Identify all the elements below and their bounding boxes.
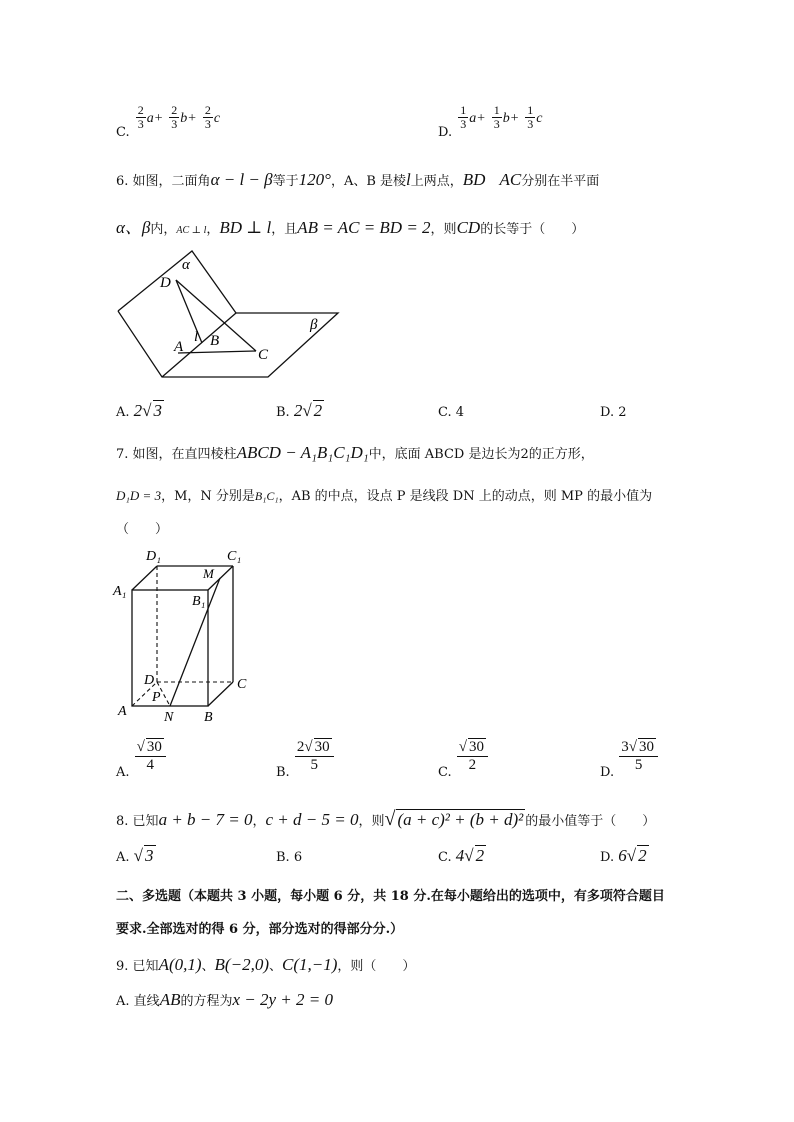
- fraction: $\frac{1}{3}$: [460, 103, 467, 131]
- q5-option-d[interactable]: $_{D.}$ $\frac{1}{3}$ a+ $\frac{1}{3}$ b+ $\frac{1}{3}$ c: [438, 103, 543, 140]
- label-N: N: [164, 710, 174, 725]
- label-B1: B₁: [192, 594, 206, 609]
- fraction: $\frac{1}{3}$: [527, 103, 534, 131]
- q8-option-b[interactable]: B. 6: [276, 850, 303, 865]
- fraction: $\frac{1}{3}$: [493, 103, 500, 131]
- label-l: l: [194, 329, 199, 345]
- q6-option-c[interactable]: C. 4: [438, 405, 465, 420]
- q9-option-a[interactable]: A. 直线AB的方程为x − 2y + 2 = 0: [116, 990, 333, 1009]
- section-heading-line1: 二、多选题（本题共 3 小题，每小题 6 分，共 18 分.在每小题给出的选项中，有多项符合题目: [116, 889, 665, 904]
- label-C: C: [237, 677, 247, 692]
- label-M: M: [203, 566, 214, 581]
- label-A: A: [118, 704, 127, 719]
- question-number: 9.: [116, 959, 129, 974]
- q7-prism-figure: [110, 545, 270, 725]
- option-label: C.: [116, 125, 130, 140]
- label-D: D: [160, 275, 171, 291]
- q5-option-c[interactable]: $_{C.}$ $\frac{2}{3}$ a+ $\frac{2}{3}$ b+ $\frac{2}{3}$ c: [116, 103, 221, 140]
- q6-line2: α、β内，AC ⊥ l，BD ⊥ l，且AB = AC = BD = 2，则CD的长等于（ ）: [116, 218, 585, 237]
- q6-line1: 6. 如图，二面角α − l − β等于120°，A、B 是棱l上两点，BD AC分别在半平面: [116, 170, 600, 189]
- label-A: A: [174, 339, 184, 355]
- label-C1: C₁: [227, 549, 242, 564]
- q8-option-c[interactable]: C. 4√ 2: [438, 846, 485, 865]
- label-D1: D₁: [146, 549, 161, 564]
- label-B: B: [210, 333, 220, 349]
- angle-expression: α − l − β: [210, 170, 273, 189]
- q8-option-d[interactable]: D. 6√ 2: [600, 846, 647, 865]
- question-number: 8.: [116, 814, 129, 829]
- q7-option-d[interactable]: D. $\frac{3√ 30}{5}$: [600, 738, 659, 774]
- q6-option-a[interactable]: A. 2√ 3: [116, 401, 163, 420]
- q8-option-a[interactable]: A. √ 3: [116, 846, 154, 865]
- label-alpha: α: [182, 257, 190, 273]
- q7-option-b[interactable]: B. $\frac{2√ 30}{5}$: [276, 738, 335, 774]
- plane-beta: [118, 311, 338, 377]
- q6-dihedral-figure: [110, 245, 350, 385]
- q7-option-a[interactable]: A. $\frac{√ 30}{4}$: [116, 738, 167, 774]
- fraction: $\frac{2}{3}$: [171, 103, 178, 131]
- sqrt-expression: (a + c)² + (b + d)²: [397, 810, 524, 829]
- q7-line1: 7. 如图，在直四棱柱ABCD − A₁B₁C₁D₁中，底面 ABCD 是边长为2的正方形，: [116, 443, 594, 462]
- segment-ac: [178, 351, 256, 353]
- q7-line2: D₁D = 3，M，N 分别是B₁C₁，AB 的中点，设点 P 是线段 DN 上的动点，则 MP 的最小值为: [116, 488, 653, 504]
- q8-line1: 8. 已知a + b − 7 = 0，c + d − 5 = 0，则√ (a + c)² + (b + d)² 的最小值等于（ ）: [116, 808, 656, 830]
- label-P: P: [152, 690, 161, 705]
- q7-option-c[interactable]: C. $\frac{√ 30}{2}$: [438, 738, 489, 774]
- option-label: D.: [438, 125, 453, 140]
- q7-line3: （ ）: [116, 522, 169, 537]
- section-heading-line2: 要求.全部选对的得 6 分，部分选对的得部分分.）: [116, 922, 404, 937]
- q6-option-d[interactable]: D. 2: [600, 405, 627, 420]
- label-A1: A₁: [113, 584, 127, 599]
- q9-line1: 9. 已知A(0,1)、B(−2,0)、C(1,−1)，则（ ）: [116, 955, 416, 974]
- label-beta: β: [310, 317, 318, 333]
- label-C: C: [258, 347, 269, 363]
- fraction: $\frac{2}{3}$: [204, 103, 211, 131]
- fraction: $\frac{2}{3}$: [137, 103, 144, 131]
- question-number: 6.: [116, 174, 129, 189]
- label-D: D: [144, 673, 155, 688]
- label-B: B: [204, 710, 213, 725]
- q6-option-b[interactable]: B. 2√ 2: [276, 401, 323, 420]
- question-number: 7.: [116, 447, 129, 462]
